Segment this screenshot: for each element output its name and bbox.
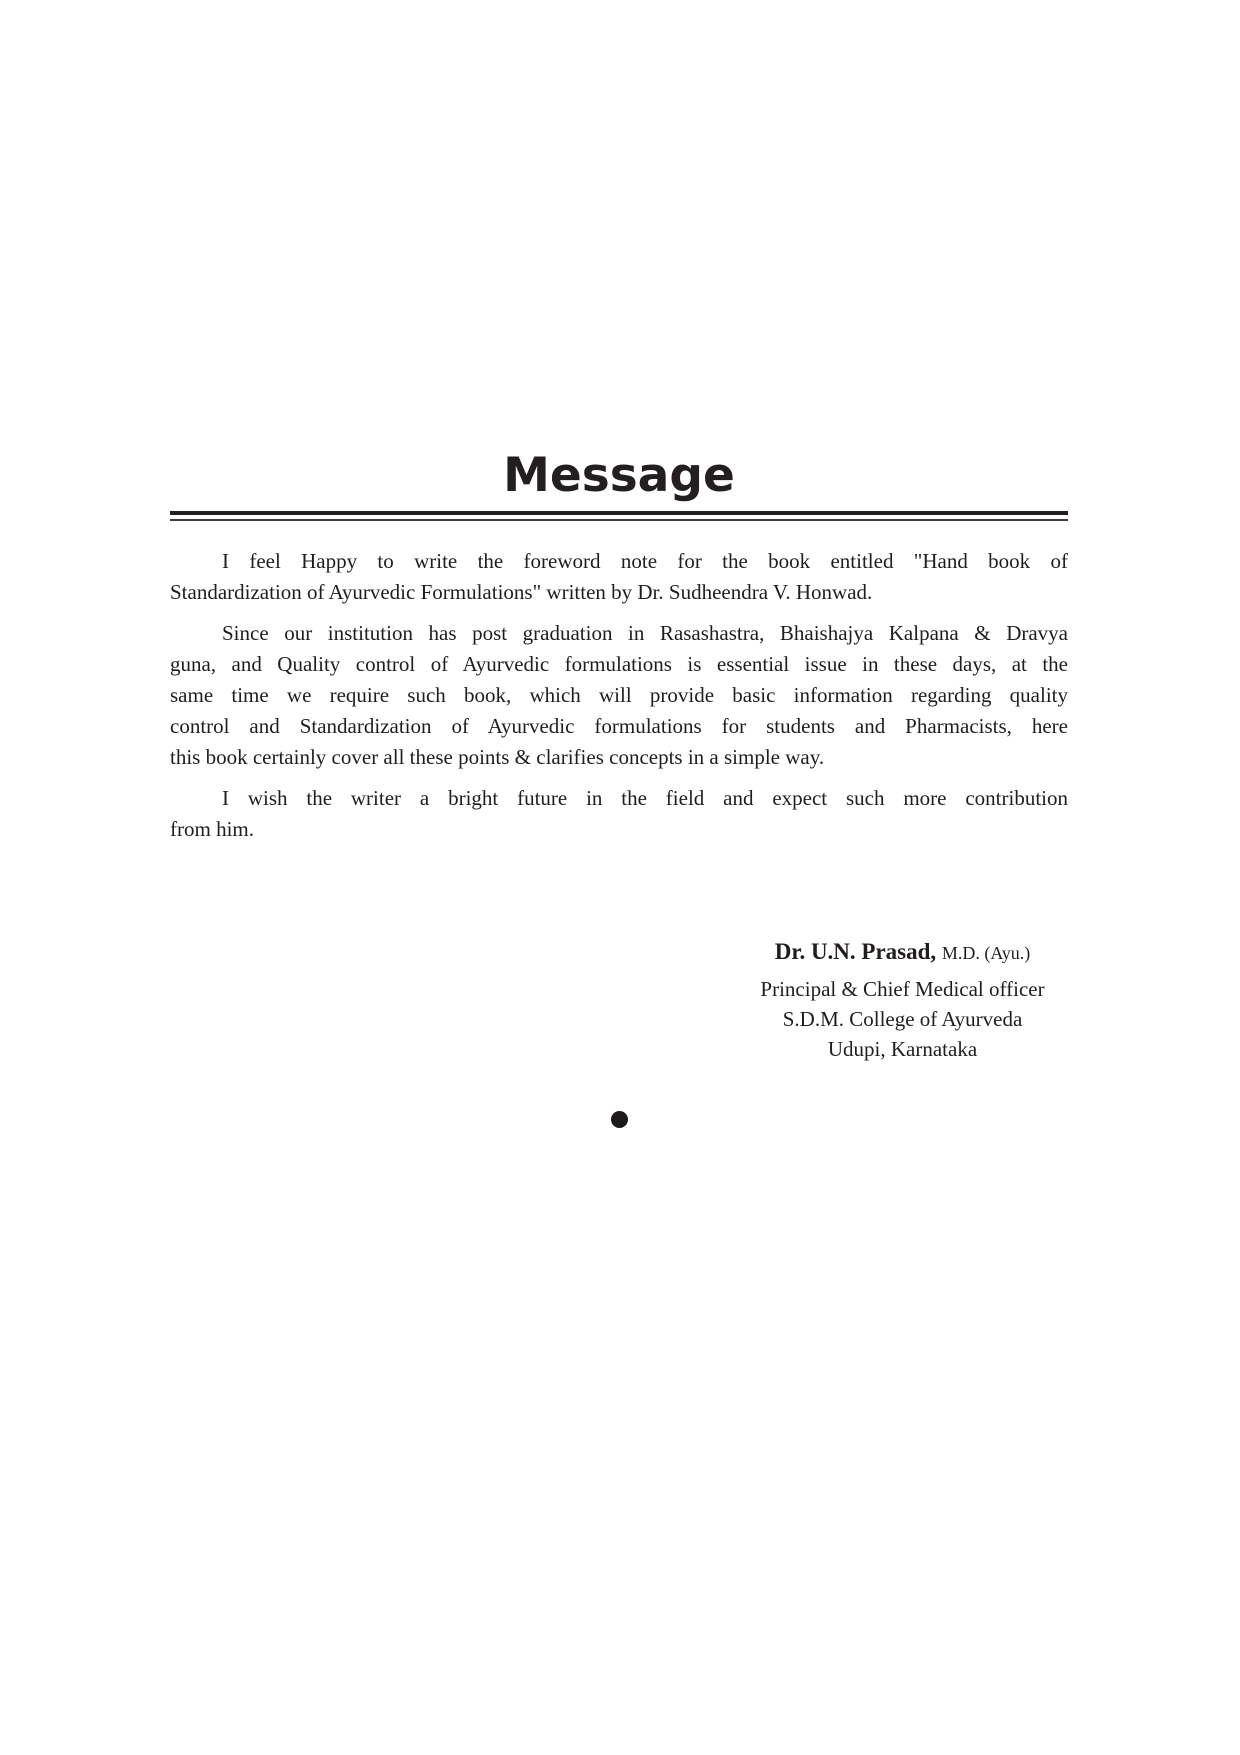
title-rule-thin — [170, 519, 1068, 521]
paragraph-line: I feel Happy to write the foreword note for the book entitled "Hand book of — [222, 549, 1068, 573]
paragraph-line: this book certainly cover all these points & clarifies concepts in a simple way. — [170, 745, 825, 769]
paragraph-line: control and Standardization of Ayurvedic formulations for students and Pharmacists, here — [170, 714, 1068, 738]
paragraph — [170, 546, 1068, 608]
paragraph-line: I wish the writer a bright future in the field and expect such more contribution — [222, 786, 1068, 810]
author-degree: M.D. (Ayu.) — [941, 943, 1031, 963]
author-name: Dr. U.N. Prasad, — [774, 939, 937, 964]
paragraph-line: same time we require such book, which will provide basic information regarding quality — [170, 683, 1068, 707]
paragraph-line: Standardization of Ayurvedic Formulations" written by Dr. Sudheendra V. Honwad. — [170, 580, 873, 604]
paragraph-line: from him. — [170, 817, 254, 841]
paragraph — [170, 783, 1068, 845]
title-rule-thick — [170, 511, 1068, 515]
paragraph — [170, 618, 1068, 773]
page-title: Message — [503, 448, 735, 503]
author-institution: S.D.M. College of Ayurveda — [782, 1007, 1023, 1031]
signature-block — [730, 935, 1075, 1064]
paragraph-line: guna, and Quality control of Ayurvedic formulations is essential issue in these days, at the — [170, 652, 1068, 676]
page-column — [170, 0, 1068, 1128]
section-end-dot-icon — [611, 1111, 628, 1128]
author-name-line — [730, 935, 1075, 970]
paragraph-line: Since our institution has post graduation in Rasashastra, Bhaishajya Kalpana & Dravya — [222, 621, 1068, 645]
author-role: Principal & Chief Medical officer — [760, 977, 1045, 1001]
author-location: Udupi, Karnataka — [827, 1037, 978, 1061]
